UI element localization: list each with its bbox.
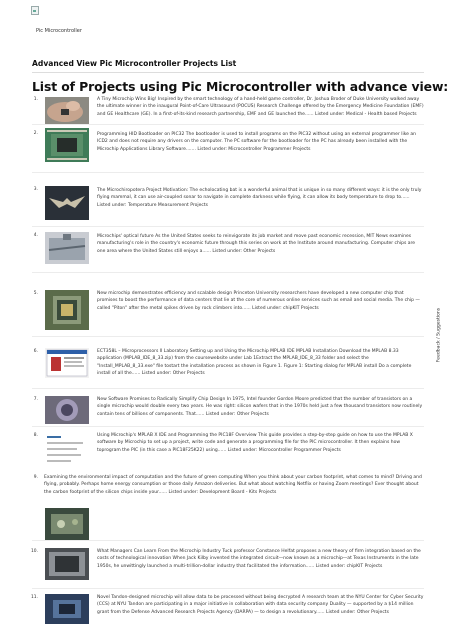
project-description[interactable]: New Software Promises to Radically Simplify Chip Design In 1975, Intel founder Gordon Moore predicted that the number of transistors on a single microchip would double every two years. He was right: silicon wafers that in the 1970s held just a few thousand transistors now routinely contain tens of billions of components. That...... Listed under: Other Projects xyxy=(97,397,423,417)
item-divider xyxy=(32,124,424,125)
item-number: 6. xyxy=(33,349,38,354)
list-item xyxy=(32,594,424,630)
list-item xyxy=(32,128,424,166)
project-description[interactable]: Microchips' optical future As the United States seeks to reinvigorate its job market and move past economic recession, MIT News examines manufacturing's role in the country's economic future through this series on work at the Institute around manufacturing. Computer chips are one area where the United States still enjoys a...... Listed under: Other Projects xyxy=(97,234,416,254)
project-description[interactable]: New microchip demonstrates efficiency and scalable design Princeton University researchers have developed a new computer chip that promises to boost the performance of data centers that lie at the core of numerous online services such as email and social media. The chip — called "Piton" after the metal spikes driven by rock climbers into...... Listed under: chipKIT Projects xyxy=(97,291,420,311)
item-number: 3. xyxy=(33,187,38,192)
project-description[interactable]: Novel Tandon-designed microchip will allow data to be processed without being decrypted A research team at the NYU Center for Cyber Security (CCS) at NYU Tandon are participating in a major initiative in collaboration with data security company Duality — supported by a $14 million grant from the Defense Advanced Research Projects Agency (DARPA) — to design a revolutionary...... Listed under: Other Projects xyxy=(97,595,424,615)
item-divider xyxy=(32,336,424,337)
item-divider xyxy=(32,540,424,541)
list-item xyxy=(32,232,424,266)
item-number: 11. xyxy=(31,595,38,600)
project-thumbnail[interactable] xyxy=(45,348,89,378)
project-thumbnail[interactable] xyxy=(45,508,89,540)
list-item xyxy=(32,186,424,220)
project-thumbnail[interactable] xyxy=(45,232,89,264)
item-divider xyxy=(32,226,424,227)
project-thumbnail[interactable] xyxy=(45,548,89,580)
feedback-tab[interactable] xyxy=(434,300,444,370)
item-number: 2. xyxy=(33,131,38,136)
item-number: 9. xyxy=(33,475,38,480)
project-thumbnail[interactable] xyxy=(45,97,89,125)
list-item xyxy=(32,432,424,472)
item-number: 7. xyxy=(33,397,38,402)
project-thumbnail[interactable] xyxy=(45,432,89,468)
project-description[interactable]: What Managers Can Learn From the Microchip Industry Tuck professor Constance Helfat proposes a new theory of firm integration based on the costs of technological innovation When Jack Kilby invented the integrated circuit—now known as a microchip—at Texas Instruments in the late 1950s, he unwittingly launched a multi-trillion-dollar industry that facilitated the information...... Listed under: chipKIT Projects xyxy=(97,549,421,569)
item-number: 1. xyxy=(33,97,38,102)
item-number: 8. xyxy=(33,433,38,438)
project-thumbnail[interactable] xyxy=(45,186,89,220)
project-description[interactable]: ECT358L – Microprocessors II Laboratory Setting up and Using the Microchip MPLAB IDE MPLAB Installation Download the MPLAB 8.33 application (MPLAB_IDE_8_33.zip) from the coursewebsite under Lab 1Extract the MPLAB_IDE_8_33 folder and select the "Install_MPLAB_8_33.exe" file tostart the installation process as shown in Figure 1. Figure 1: Starting dialog for MPLAB install Do a complete install of all the...... Listed under: Other Projects xyxy=(97,349,412,376)
project-thumbnail[interactable] xyxy=(45,128,89,162)
feedback-label: Feedback / Suggestions xyxy=(436,307,442,363)
list-item xyxy=(32,348,424,384)
section-title: Advanced View Pic Microcontroller Projects List xyxy=(32,59,237,68)
site-label[interactable]: Pic Microcontroller xyxy=(36,28,82,34)
list-item xyxy=(32,548,424,584)
list-item xyxy=(32,290,424,330)
project-thumbnail[interactable] xyxy=(45,290,89,330)
list-item xyxy=(32,396,424,426)
project-description[interactable]: Examining the environmental impact of computation and the future of green computing When you think about your carbon footprint, what comes to mind? Driving and flying, probably. Perhaps home energy consumption or those daily Amazon deliveries. But what about watching Netflix or having Zoom meetings? Ever thought about the carbon footprint of the silicon chips inside your...... Listed under: Development Board - Kits Projects xyxy=(44,475,422,495)
item-divider xyxy=(32,272,424,273)
item-divider xyxy=(32,426,424,427)
list-item xyxy=(32,474,424,534)
project-thumbnail[interactable] xyxy=(45,396,89,424)
project-description[interactable]: The Microchiropotera Project Motivation: The echolocating bat is a wonderful animal that is unique in so many different ways: it is the only truly flying mammal, it can use air-coupled sonar to navigate in complete darkness while flying, it can allow its body temperature to drop to...... Listed under: Temperature Measurement Projects xyxy=(97,188,422,208)
item-number: 10. xyxy=(31,549,38,554)
item-divider xyxy=(32,172,424,173)
item-divider xyxy=(32,588,424,589)
broken-image-icon xyxy=(31,6,39,15)
project-description[interactable]: A Tiny Microchip Wins Big! Inspired by the smart technology of a hand-held game controller, Dr. Joshua Broder of Duke University walked away the ultimate winner in the inaugural Point-of-Care Ultrasound (POCUS) Research Challenge offered by the Emergency Medicine Foundation (EMF) and GE Healthcare (GE). In a first-of-its-kind research partnership, EMF and GE launched the...... Listed under: Medical - Health based Projects xyxy=(97,97,424,117)
item-number: 5. xyxy=(33,291,38,296)
item-divider xyxy=(32,388,424,389)
project-description[interactable]: Using Microchip's MPLAB X IDE and Programming the PIC18F Overview This guide provides a step-by-step guide on how to use the MPLAB X software by Microchip to set up a project, write code and generate a programming file for the PIC microcontroller. It then explains how toprogram the PIC (in this case a PIC18F25K22) using...... Listed under: Microcontroller Programmer Projects xyxy=(97,433,413,453)
page-heading: List of Projects using Pic Microcontroller with advance view: xyxy=(32,79,449,94)
project-thumbnail[interactable] xyxy=(45,594,89,624)
item-number: 4. xyxy=(33,233,38,238)
title-divider xyxy=(32,72,424,73)
project-description[interactable]: Programming HID Bootloader on PIC32 The bootloader is used to install programs on the PIC32 without using an external programmer like an ICD2 and does not require any drivers on the computer. The PC software for the bootloader for the PC has already been installed with the Microchip Applications Library Software....... Listed under: Microcontroller Programmer Projects xyxy=(97,132,416,152)
